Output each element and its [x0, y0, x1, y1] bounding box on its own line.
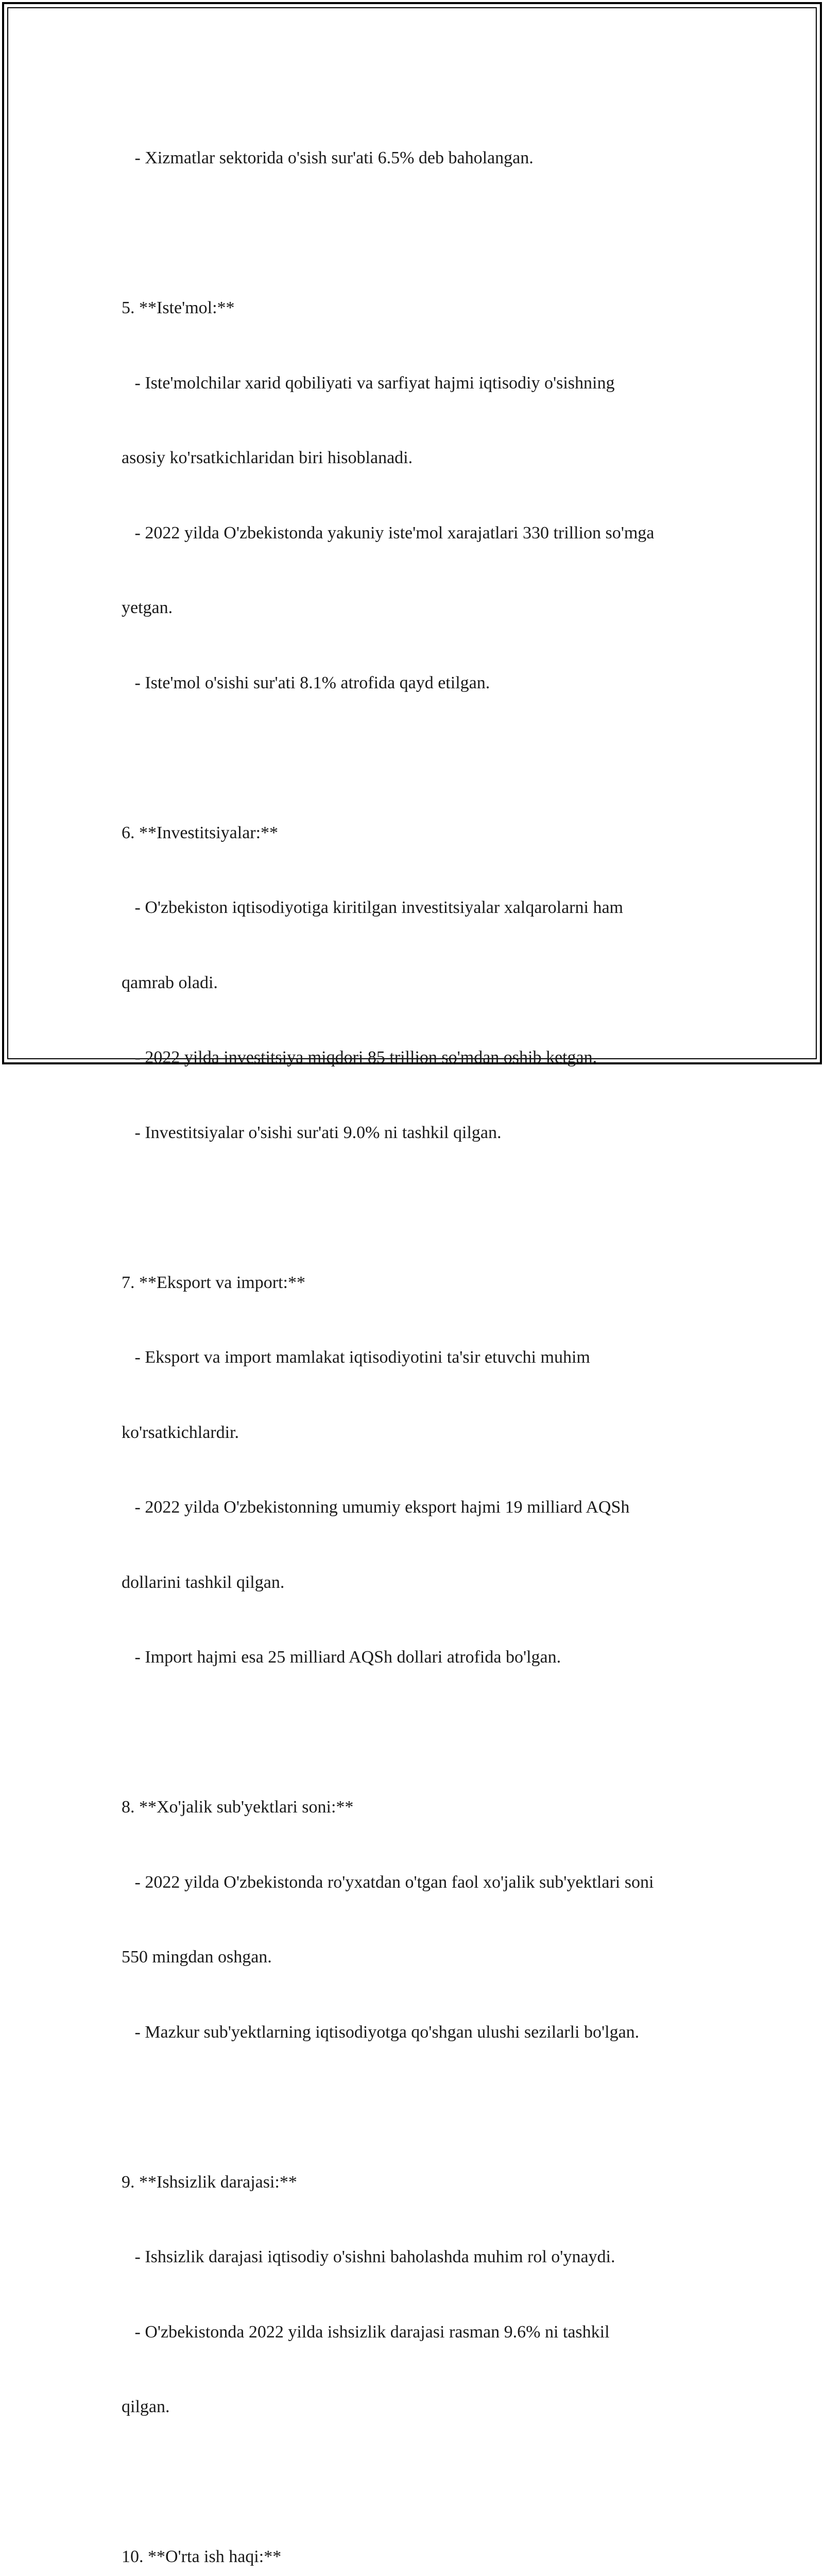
text-line: - O'zbekiston iqtisodiyotiga kiritilgan investitsiyalar xalqarolarni ham — [122, 898, 623, 917]
text-line: - Import hajmi esa 25 milliard AQSh dollari atrofida bo'lgan. — [122, 1648, 561, 1667]
blank-line — [122, 2095, 703, 2120]
text-line: asosiy ko'rsatkichlaridan biri hisoblanadi. — [122, 448, 413, 467]
text-line: - Iste'molchilar xarid qobiliyati va sarfiyat hajmi iqtisodiy o'sishning — [122, 373, 615, 393]
text-line: - 2022 yilda investitsiya miqdori 85 trillion so'mdan oshib ketgan. — [122, 1048, 597, 1067]
text-line: dollarini tashkil qilgan. — [122, 1572, 285, 1592]
text-line: 550 mingdan oshgan. — [122, 1947, 272, 1967]
blank-line — [122, 745, 703, 771]
text-line: - Iste'mol o'sishi sur'ati 8.1% atrofida qayd etilgan. — [122, 673, 490, 692]
section-heading: 9. **Ishsizlik darajasi:** — [122, 2172, 297, 2192]
text-line: - Xizmatlar sektorida o'sish sur'ati 6.5% deb baholangan. — [122, 148, 534, 167]
section-heading: 6. **Investitsiyalar:** — [122, 823, 279, 842]
document-body — [122, 96, 703, 2576]
text-line: - O'zbekistonda 2022 yilda ishsizlik darajasi rasman 9.6% ni tashkil — [122, 2322, 610, 2342]
section-heading: 8. **Xo'jalik sub'yektlari soni:** — [122, 1798, 354, 1817]
blank-line — [122, 221, 703, 246]
text-line: - Ishsizlik darajasi iqtisodiy o'sishni baholashda muhim rol o'ynaydi. — [122, 2247, 615, 2266]
section-heading: 10. **O'rta ish haqi:** — [122, 2547, 282, 2566]
blank-line — [122, 1195, 703, 1221]
text-line: - 2022 yilda O'zbekistonda ro'yxatdan o'tgan faol xo'jalik sub'yektlari soni — [122, 1872, 654, 1892]
blank-line — [122, 2470, 703, 2495]
blank-line — [122, 1720, 703, 1745]
text-line: ko'rsatkichlardir. — [122, 1422, 239, 1442]
text-line: qilgan. — [122, 2397, 170, 2416]
text-line: - Eksport va import mamlakat iqtisodiyotini ta'sir etuvchi muhim — [122, 1348, 590, 1367]
section-heading: 5. **Iste'mol:** — [122, 298, 235, 317]
text-line: qamrab oladi. — [122, 973, 218, 992]
text-line: - 2022 yilda O'zbekistonda yakuniy iste'mol xarajatlari 330 trillion so'mga — [122, 523, 655, 543]
text-line: yetgan. — [122, 598, 173, 617]
text-line: - 2022 yilda O'zbekistonning umumiy eksport hajmi 19 milliard AQSh — [122, 1498, 630, 1517]
section-heading: 7. **Eksport va import:** — [122, 1273, 305, 1292]
text-line: - Investitsiyalar o'sishi sur'ati 9.0% ni tashkil qilgan. — [122, 1123, 502, 1142]
text-line: - Mazkur sub'yektlarning iqtisodiyotga qo'shgan ulushi sezilarli bo'lgan. — [122, 2022, 640, 2042]
